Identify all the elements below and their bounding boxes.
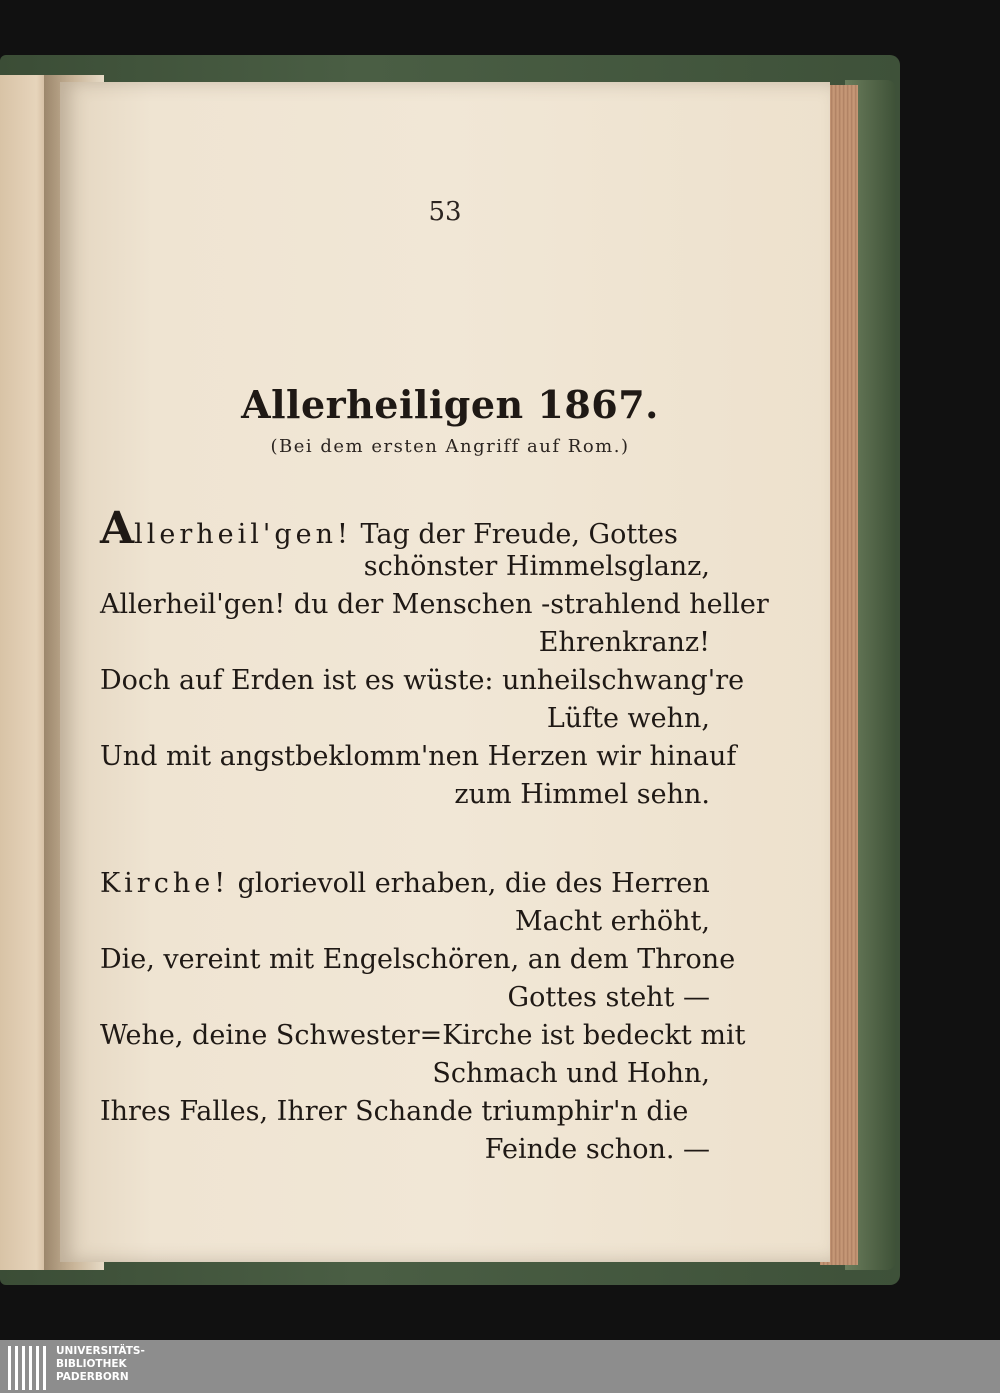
verse-text: Tag der Freude, Gottes [351,519,678,550]
verse-line-continuation: Ehrenkranz! [538,627,710,658]
library-footer [0,1340,1000,1393]
logo-line: PADERBORN [56,1371,129,1383]
verse-line: Die, vereint mit Engelschören, an dem Throne [100,944,736,975]
verse-line [100,865,710,903]
stanza-1 [100,503,769,814]
verse-line [100,503,710,554]
verse-line-continuation: zum Himmel sehn. [454,779,710,810]
book-page [60,82,830,1262]
verse-text: glorievoll erhaben, die des Herren [229,868,710,899]
verse-line: Wehe, deine Schwester=Kirche ist bedeckt mit [100,1020,746,1051]
library-logo-icon [6,1346,48,1390]
verse-line-continuation: schönster Himmelsglanz, [363,551,710,582]
verse-line: Ihres Falles, Ihrer Schande triumphir'n die [100,1096,689,1127]
verse-line-continuation: Feinde schon. — [484,1134,710,1165]
library-logo-text [56,1345,145,1384]
drop-cap: A [100,503,135,554]
page-number: 53 [428,197,462,227]
verse-first-word: Kirche! [100,868,230,899]
logo-line: UNIVERSITÄTS- [56,1345,145,1357]
logo-line: BIBLIOTHEK [56,1358,127,1370]
verse-line-continuation: Lüfte wehn, [546,703,710,734]
verse-line-continuation: Gottes steht — [507,982,710,1013]
verse-line-continuation: Schmach und Hohn, [432,1058,710,1089]
poem-subtitle: (Bei dem ersten Angriff auf Rom.) [270,436,630,457]
verse-line: Doch auf Erden ist es wüste: unheilschwang're [100,665,745,696]
stanza-2 [100,865,746,1169]
verse-line-continuation: Macht erhöht, [514,906,710,937]
verse-line: Allerheil'gen! du der Menschen -strahlend heller [100,589,769,620]
poem-title: Allerheiligen 1867. [241,382,659,427]
verse-line: Und mit angstbeklomm'nen Herzen wir hinauf [100,741,737,772]
verse-first-word: llerheil'gen! [134,519,352,550]
